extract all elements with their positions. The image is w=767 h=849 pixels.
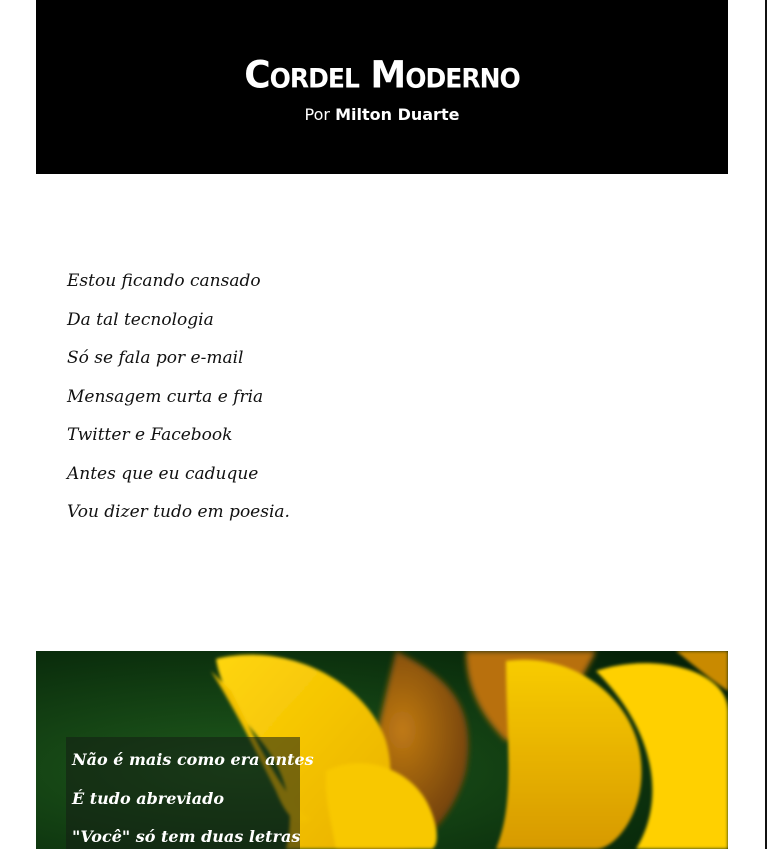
verse-line: Mensagem curta e fria xyxy=(67,386,264,407)
verse-line: "Você" só tem duas letras xyxy=(72,827,301,846)
verse-line: Twitter e Facebook xyxy=(67,425,233,445)
page-title: Cordel Moderno xyxy=(244,53,520,97)
stanza-2 xyxy=(72,741,314,849)
verse-line: Estou ficando cansado xyxy=(67,271,261,291)
verse-line: É tudo abreviado xyxy=(72,788,224,808)
byline-prefix: Por xyxy=(304,105,330,124)
header-banner xyxy=(36,0,728,174)
verse-line: Só se fala por e-mail xyxy=(67,348,244,368)
author-name: Milton Duarte xyxy=(335,105,460,124)
caption-overlay xyxy=(66,737,314,849)
verse-line: Não é mais como era antes xyxy=(72,750,314,769)
verse-line: Antes que eu caduque xyxy=(67,463,259,484)
stanza-1 xyxy=(67,262,290,532)
verse-line: Da tal tecnologia xyxy=(67,309,214,330)
verse-line: Vou dizer tudo em poesia. xyxy=(67,502,290,522)
flower-photo xyxy=(36,651,728,849)
byline xyxy=(36,104,728,126)
